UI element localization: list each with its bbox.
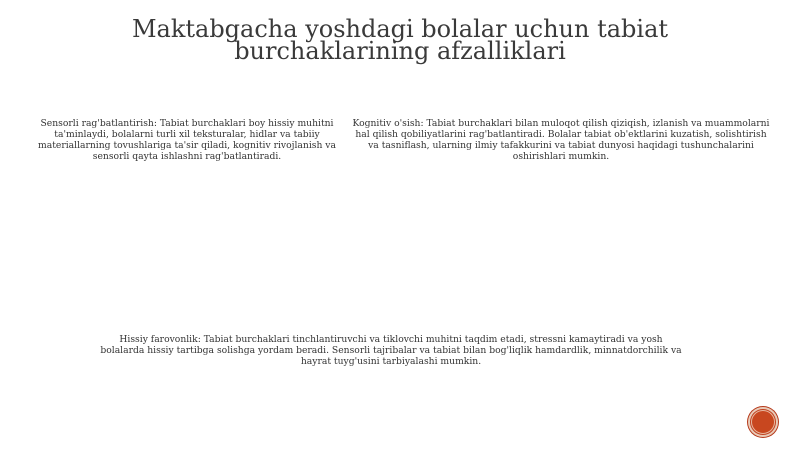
circle-nav-icon	[751, 410, 775, 434]
slide-title: Maktabgacha yoshdagi bolalar uchun tabiat burchaklarining afzalliklari	[131, 15, 669, 65]
emotional-wellbeing-text: Hissiy farovonlik: Tabiat burchaklari tinchlantiruvchi va tiklovchi muhitni taqdim etadi, stressni kamaytiradi va yosh bolalarda hissiy tartibga solishga yordam beradi. Sensorli tajribalar va tabiat bilan bog'liqlik hamdardlik, minnatdorchilik va hayrat tuyg'usini tarbiyalashi mumkin.	[100, 334, 682, 367]
sensory-stimulation-text: Sensorli rag'batlantirish: Tabiat burchaklari boy hissiy muhitni ta'minlaydi, bolalarni turli xil teksturalar, hidlar va tabiiy materiallarning tovushlariga ta'sir qiladi, kognitiv rivojlanish va sensorli qayta ishlashni rag'batlantiradi.	[38, 118, 336, 162]
cognitive-growth-text: Kognitiv o'sish: Tabiat burchaklari bilan muloqot qilish qiziqish, izlanish va muammolarni hal qilish qobiliyatlarini rag'batlantiradi. Bolalar tabiat ob'ektlarini kuzatish, solishtirish va tasniflash, ularning ilmiy tafakkurini va tabiat dunyosi haqidagi tushunchalarini oshirishlari mumkin.	[352, 118, 770, 162]
slide-nav-button[interactable]	[748, 407, 778, 437]
